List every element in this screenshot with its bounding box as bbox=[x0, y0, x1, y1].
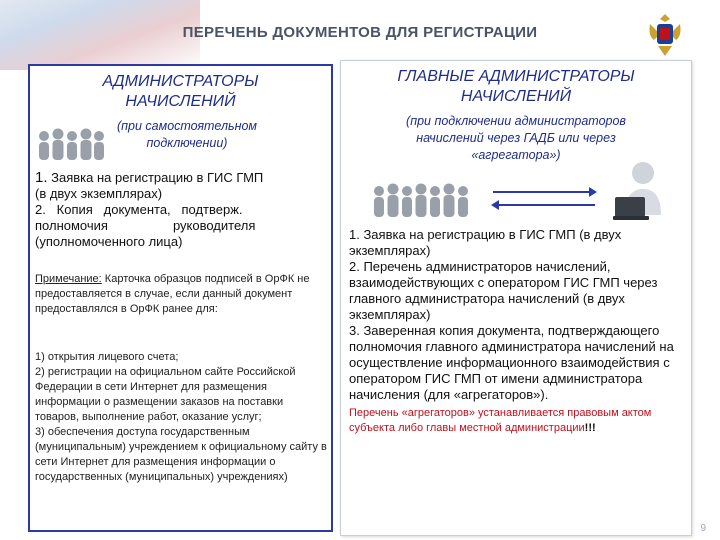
right-red-note bbox=[349, 406, 685, 436]
exchange-arrows-icon bbox=[489, 183, 599, 213]
page-number: 9 bbox=[700, 523, 706, 534]
left-sub-line1: (при самостоятельном bbox=[117, 119, 257, 133]
left-panel bbox=[28, 64, 333, 532]
right-sub-line2: начислений через ГАДБ или через bbox=[416, 131, 616, 145]
right-items bbox=[349, 227, 685, 436]
left-item-2-line1: 2. Копия документа, подтверж. bbox=[35, 202, 243, 217]
right-sub-line1: (при подключении администраторов bbox=[406, 114, 626, 128]
right-heading-line2: НАЧИСЛЕНИЙ bbox=[460, 88, 572, 105]
right-item-3: 3. Заверенная копия документа, подтверждающего полномочия главного администратора начислений на осуществление информационного взаимодействия с оператором ГИС ГМП от имени администратора начисления (для «агрегаторов»). bbox=[349, 323, 674, 402]
red-note-text: Перечень «агрегаторов» устанавливается правовым актом субъекта либо главы местной администрации bbox=[349, 407, 652, 434]
note-text: Карточка образцов подписей в ОрФК не предоставляется в случае, если данный документ предоставлялся в ОрФК ранее для: bbox=[35, 273, 310, 315]
person-at-laptop-icon bbox=[611, 159, 671, 225]
left-items bbox=[35, 170, 327, 250]
left-sub-line2: подключении) bbox=[146, 136, 228, 150]
red-note-end: !!! bbox=[584, 422, 596, 434]
left-heading-line1: АДМИНИСТРАТОРЫ bbox=[102, 73, 259, 90]
left-list-item-1: 1) открытия лицевого счета; bbox=[35, 351, 179, 363]
page-title: ПЕРЕЧЕНЬ ДОКУМЕНТОВ ДЛЯ РЕГИСТРАЦИИ bbox=[182, 24, 538, 41]
left-note bbox=[35, 272, 327, 317]
right-item-1: 1. Заявка на регистрацию в ГИС ГМП (в двух экземплярах) bbox=[349, 227, 622, 258]
right-subheading bbox=[341, 113, 691, 164]
left-item-1-cont: (в двух экземплярах) bbox=[35, 186, 163, 201]
left-heading-line2: НАЧИСЛЕНИЙ bbox=[125, 93, 236, 110]
right-sub-line3: «агрегатора») bbox=[471, 148, 561, 162]
right-heading-line1: ГЛАВНЫЕ АДМИНИСТРАТОРЫ bbox=[397, 68, 635, 85]
note-label: Примечание: bbox=[35, 273, 102, 285]
left-item-2-line2: полномочия руководителя bbox=[35, 218, 256, 233]
emblem-icon bbox=[640, 10, 690, 60]
left-list bbox=[35, 350, 327, 485]
right-panel bbox=[340, 60, 692, 536]
people-group-icon bbox=[371, 179, 471, 221]
left-list-item-2: 2) регистрации на официальном сайте Российской Федерации в сети Интернет для размещения информации о размещении заказов на поставки товаров, выполнение работ, оказание услуг; bbox=[35, 366, 296, 423]
left-heading bbox=[30, 72, 331, 112]
left-item-1: 1. Заявка на регистрацию в ГИС ГМП bbox=[35, 169, 264, 186]
right-item-2: 2. Перечень администраторов начислений, взаимодействующих с оператором ГИС ГМП через главного администратора начислений (в двух экземплярах) bbox=[349, 259, 658, 322]
left-item-2-line3: (уполномоченного лица) bbox=[35, 234, 183, 249]
left-list-item-3: 3) обеспечения доступа государственным (муниципальным) учреждением к официальному сайту в сети Интернет для размещения информации о государственных (муниципальных) учреждениях) bbox=[35, 426, 327, 483]
left-subheading bbox=[92, 118, 282, 152]
right-heading bbox=[341, 67, 691, 107]
